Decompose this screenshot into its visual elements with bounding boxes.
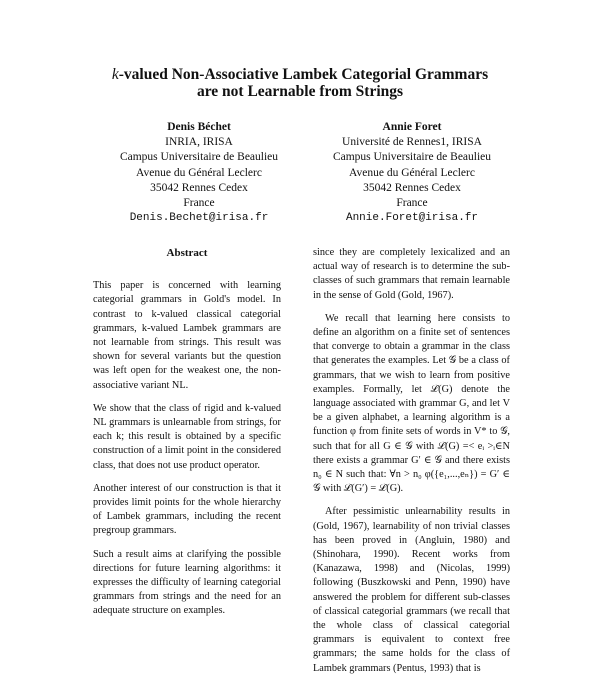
author-country: France [183,197,215,210]
abstract-heading: Abstract [166,247,208,259]
abstract-paragraph: We show that the class of rigid and k-valued NL grammars is unlearnable from strings, for each k; this result is obtained by a specific construction of a limit point in the considered class, that does not use product operator. [93,402,281,471]
abstract-paragraph: This paper is concerned with learning categorial grammars in Gold's model. In contrast to k-valued classical categorial grammars, k-valued Lambek grammars are not learnable from strings. This result was shown for several variants but the question was left open for the weakest one, the non-associative variant NL. [93,280,281,391]
author-country: France [396,197,428,210]
author-address-2: Avenue du Général Leclerc [349,166,475,179]
body-paragraph: We recall that learning here consists to define an algorithm on a finite set of sentences that converge to obtain a grammar in the class that generates the examples. Let 𝒢 be a class of grammars, that we wish to learn from positive examples. Formally, let ℒ(G) denote the language associated with grammar G, and let V be a given alphabet, a learning algorithm is a function φ from finite sets of words in V* to 𝒢, such that for all G ∈ 𝒢 with ℒ(G) =< eᵢ >ᵢ∈N there exists a grammar G′ ∈ 𝒢 and there exists n₀ ∈ N such that: ∀n > n₀ φ({e₁,...,eₙ}) = G′ ∈ 𝒢 with ℒ(G′) = ℒ(G). [313,312,510,495]
author-name: Denis Béchet [167,121,231,133]
author-name: Annie Foret [382,121,442,133]
author-block-bechet [84,120,314,226]
author-affiliation: Université de Rennes1, IRISA [342,136,482,149]
author-address-3: 35042 Rennes Cedex [363,181,461,194]
body-paragraph: After pessimistic unlearnability results in (Gold, 1967), learnability of non trivial classes has been proved in (Angluin, 1980) and (Shinohara, 1990). Recent works from (Kanazawa, 1998) and (Nicolas, 1999) following (Buszkowski and Penn, 1990) have answered the problem for different sub-classes of classical categorial grammars (we recall that the whole class of classical categorial grammars is equivalent to context free grammars; the same holds for the class of Lambek grammars (Pentus, 1993) that is [313,506,510,674]
author-address-1: Campus Universitaire de Beaulieu [332,151,492,164]
title-variable-k: k [111,66,119,83]
title-line-1-text: -valued Non-Associative Lambek Categorial Grammars [118,66,489,83]
author-email[interactable]: Denis.Bechet@irisa.fr [129,212,269,225]
title-line-1 [0,66,600,83]
author-address-2: Avenue du Général Leclerc [136,166,262,179]
abstract-paragraph: Another interest of our construction is that it provides limit points for the whole hierarchy of Lambek grammars, including the recent pregroup grammars. [93,482,281,537]
author-address-3: 35042 Rennes Cedex [150,181,248,194]
author-email[interactable]: Annie.Foret@irisa.fr [345,212,479,225]
title-line-2: are not Learnable from Strings [196,83,404,100]
author-address-1: Campus Universitaire de Beaulieu [119,151,279,164]
body-column [313,246,510,685]
author-affiliation: INRIA, IRISA [165,136,233,149]
body-paragraph: since they are completely lexicalized and an actual way of research is to determine the sub-classes of such grammars that remain learnable in the sense of Gold (Gold, 1967). [313,247,510,301]
abstract-column [93,246,281,628]
paper-title [0,66,600,100]
abstract-paragraph: Such a result aims at clarifying the possible directions for future learning algorithms: it expresses the difficulty of learning categorial grammars from strings and the need for an adequate structure on examples. [93,548,281,617]
author-block-foret [297,120,527,226]
